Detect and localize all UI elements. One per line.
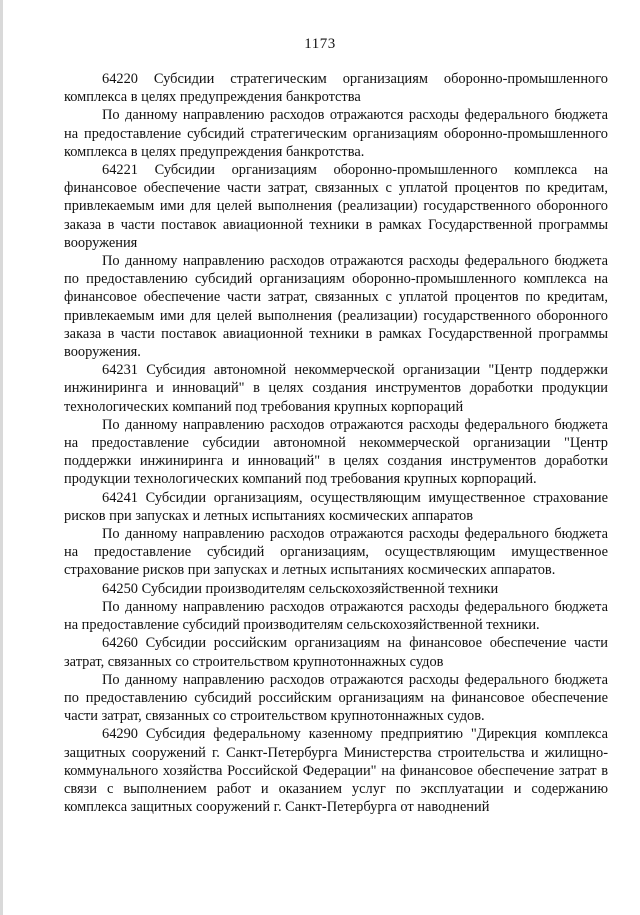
heading-64250: 64250 Субсидии производителям сельскохозяйственной техники <box>102 580 499 597</box>
paragraph-64260-description: По данному направлению расходов отражаются расходы федерального бюджета по предоставлению субсидий российским организациям на финансовое обеспечение части затрат, связанных со строительством крупнотоннажных судов. <box>64 671 608 725</box>
paragraph-64231-description: По данному направлению расходов отражаются расходы федерального бюджета на предоставление субсидии автономной некоммерческой организации "Центр поддержки инжиниринга и инноваций" в целях создания инструментов доработки продукции технологических компаний под требования крупных корпораций. <box>64 416 608 488</box>
paragraph-64241-description: По данному направлению расходов отражаются расходы федерального бюджета на предоставление субсидий организациям, осуществляющим имущественное страхование рисков при запусках и летных испытаниях космических аппаратов. <box>64 526 608 579</box>
heading-64220: 64220 Субсидии стратегическим организациям оборонно-промышленного комплекса в целях предупреждения банкротства <box>64 71 608 106</box>
heading-64260: 64260 Субсидии российским организациям на финансовое обеспечение части затрат, связанных со строительством крупнотоннажных судов <box>64 635 608 670</box>
heading-64241: 64241 Субсидии организациям, осуществляющим имущественное страхование рисков при запусках и летных испытаниях космических аппаратов <box>64 489 608 524</box>
paragraph-64220-description: По данному направлению расходов отражаются расходы федерального бюджета на предоставление субсидий стратегическим организациям оборонно-промышленного комплекса в целях предупреждения банкротства. <box>64 107 608 160</box>
page-number: 1173 <box>304 36 336 52</box>
paragraph-64250-description: По данному направлению расходов отражаются расходы федерального бюджета на предоставление субсидий производителям сельскохозяйственной техники. <box>64 598 608 634</box>
scan-edge <box>0 0 3 915</box>
heading-64221: 64221 Субсидии организациям оборонно-промышленного комплекса на финансовое обеспечение части затрат, связанных с уплатой процентов по кредитам, привлекаемым ими для целей выполнения (реализации) государственного оборонного заказа в части поставок авиационной техники в рамках Государственной программы вооружения <box>64 162 608 251</box>
document-body <box>64 70 608 816</box>
heading-64231: 64231 Субсидия автономной некоммерческой организации "Центр поддержки инжиниринга и инноваций" в целях создания инструментов доработки продукции технологических компаний под требования крупных корпораций <box>64 362 608 415</box>
heading-64290: 64290 Субсидия федеральному казенному предприятию "Дирекция комплекса защитных сооружений г. Санкт-Петербурга Министерства строительства и жилищно-коммунального хозяйства Российской Федерации" на финансовое обеспечение затрат в связи с выполнением работ и оказанием услуг по эксплуатации и содержанию комплекса защитных сооружений г. Санкт-Петербурга от наводнений <box>64 726 608 816</box>
paragraph-64221-description: По данному направлению расходов отражаются расходы федерального бюджета по предоставлению субсидий организациям оборонно-промышленного комплекса на финансовое обеспечение части затрат, связанных с уплатой процентов по кредитам, привлекаемым ими для целей выполнения (реализации) государственного оборонного заказа в части поставок авиационной техники в рамках Государственной программы вооружения. <box>64 253 608 361</box>
